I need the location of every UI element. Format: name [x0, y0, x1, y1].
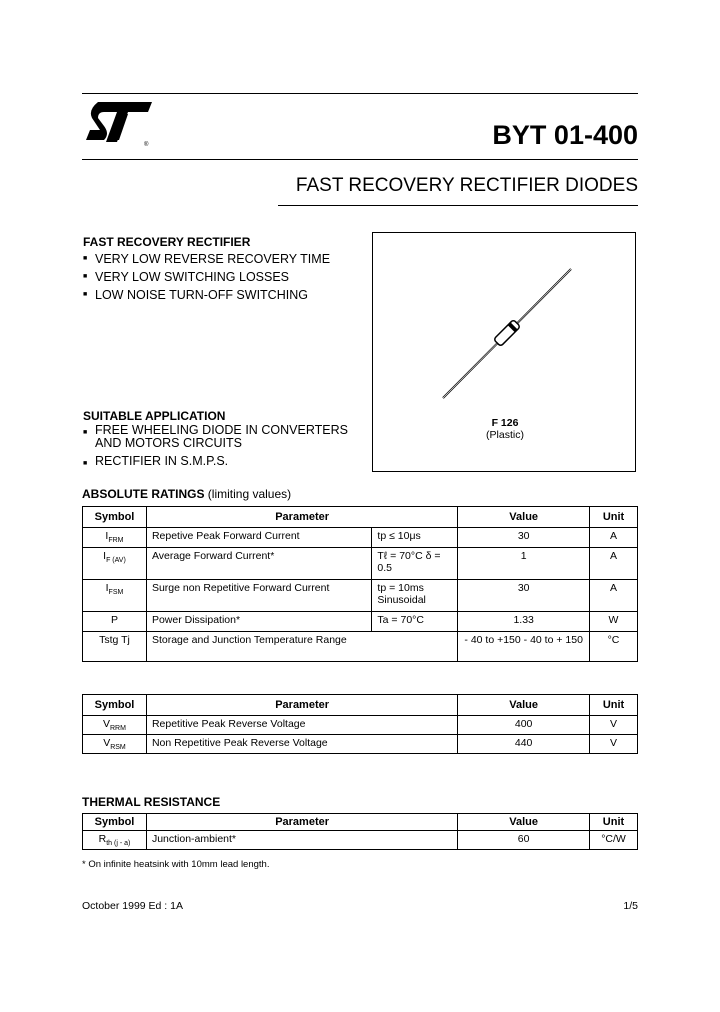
unit-cell: A — [590, 528, 638, 548]
reverse-voltage-table — [82, 694, 638, 754]
package-type: (Plastic) — [486, 429, 524, 441]
parameter-cell: Average Forward Current* — [146, 548, 371, 580]
col-value: Value — [458, 814, 590, 831]
condition-cell: tp = 10ms Sinusoidal — [372, 580, 458, 612]
value-cell: 440 — [458, 735, 590, 754]
diode-package-image — [433, 263, 583, 403]
package-box — [372, 232, 636, 472]
col-parameter: Parameter — [146, 507, 457, 528]
list-item: ■ VERY LOW SWITCHING LOSSES — [83, 268, 353, 286]
parameter-cell: Non Repetitive Peak Reverse Voltage — [146, 735, 457, 754]
part-number: BYT 01-400 — [492, 120, 638, 150]
parameter-cell: Surge non Repetitive Forward Current — [146, 580, 371, 612]
features-heading: FAST RECOVERY RECTIFIER — [83, 235, 251, 249]
parameter-cell: Power Dissipation* — [146, 612, 371, 632]
header-bottom-rule — [278, 205, 638, 206]
table-row — [83, 580, 638, 612]
symbol-cell: $I_{FSM}$ — [83, 580, 147, 612]
parameter-cell: Storage and Junction Temperature Range — [146, 632, 457, 662]
document-subtitle: FAST RECOVERY RECTIFIER DIODES — [295, 175, 638, 196]
table-row — [83, 716, 638, 735]
table-row — [83, 632, 638, 662]
value-cell: 1 — [458, 548, 590, 580]
unit-cell: A — [590, 580, 638, 612]
list-item: ■ LOW NOISE TURN-OFF SWITCHING — [83, 286, 353, 304]
header-mid-rule — [82, 159, 638, 160]
abs-ratings-heading: ABSOLUTE RATINGS (limiting values) — [82, 487, 292, 501]
col-parameter: Parameter — [146, 814, 457, 831]
col-symbol: Symbol — [83, 695, 147, 716]
table-row — [83, 831, 638, 850]
col-unit: Unit — [590, 507, 638, 528]
header-top-rule — [82, 93, 638, 94]
unit-cell: W — [590, 612, 638, 632]
col-unit: Unit — [590, 814, 638, 831]
col-symbol: Symbol — [83, 814, 147, 831]
applications-list — [83, 424, 348, 468]
st-logo-icon — [84, 100, 154, 148]
table-row — [83, 735, 638, 754]
symbol-cell: $V_{RSM}$ — [83, 735, 147, 754]
condition-cell: Tℓ = 70°C δ = 0.5 — [372, 548, 458, 580]
unit-cell: °C — [590, 632, 638, 662]
unit-cell: °C/W — [590, 831, 638, 850]
value-cell: 1.33 — [458, 612, 590, 632]
symbol-cell: $V_{RRM}$ — [83, 716, 147, 735]
symbol-cell: $I_{F (AV)}$ — [83, 548, 147, 580]
thermal-heading: THERMAL RESISTANCE — [82, 795, 221, 809]
symbol-cell: $I_{FRM}$ — [83, 528, 147, 548]
applications-heading: SUITABLE APPLICATION — [83, 409, 226, 423]
unit-cell: A — [590, 548, 638, 580]
list-item: ■ FREE WHEELING DIODE IN CONVERTERS AND MOTORS CIRCUITS — [83, 424, 348, 450]
footer-page: 1/5 — [623, 900, 638, 912]
abs-ratings-table — [82, 506, 638, 662]
list-item: ■ VERY LOW REVERSE RECOVERY TIME — [83, 250, 353, 268]
unit-cell: V — [590, 735, 638, 754]
unit-cell: V — [590, 716, 638, 735]
features-list — [83, 250, 353, 304]
col-value: Value — [458, 695, 590, 716]
parameter-cell: Junction-ambient* — [146, 831, 457, 850]
condition-cell: Ta = 70°C — [372, 612, 458, 632]
symbol-cell: $R_{th (j - a)}$ — [83, 831, 147, 850]
parameter-cell: Repetive Peak Forward Current — [146, 528, 371, 548]
condition-cell: tp ≤ 10μs — [372, 528, 458, 548]
value-cell: - 40 to +150 - 40 to + 150 — [458, 632, 590, 662]
parameter-cell: Repetitive Peak Reverse Voltage — [146, 716, 457, 735]
col-symbol: Symbol — [83, 507, 147, 528]
symbol-cell: Tstg Tj — [83, 632, 147, 662]
footnote: * On infinite heatsink with 10mm lead length. — [82, 859, 270, 870]
svg-text:®: ® — [144, 142, 149, 148]
list-item: ■ RECTIFIER IN S.M.P.S. — [83, 455, 348, 468]
table-row — [83, 612, 638, 632]
package-name: F 126 — [491, 417, 519, 429]
value-cell: 400 — [458, 716, 590, 735]
col-value: Value — [458, 507, 590, 528]
footer-date: October 1999 Ed : 1A — [82, 900, 183, 912]
col-unit: Unit — [590, 695, 638, 716]
value-cell: 30 — [458, 580, 590, 612]
symbol-cell: P — [83, 612, 147, 632]
thermal-table — [82, 813, 638, 850]
table-row — [83, 528, 638, 548]
value-cell: 60 — [458, 831, 590, 850]
value-cell: 30 — [458, 528, 590, 548]
col-parameter: Parameter — [146, 695, 457, 716]
table-row — [83, 548, 638, 580]
